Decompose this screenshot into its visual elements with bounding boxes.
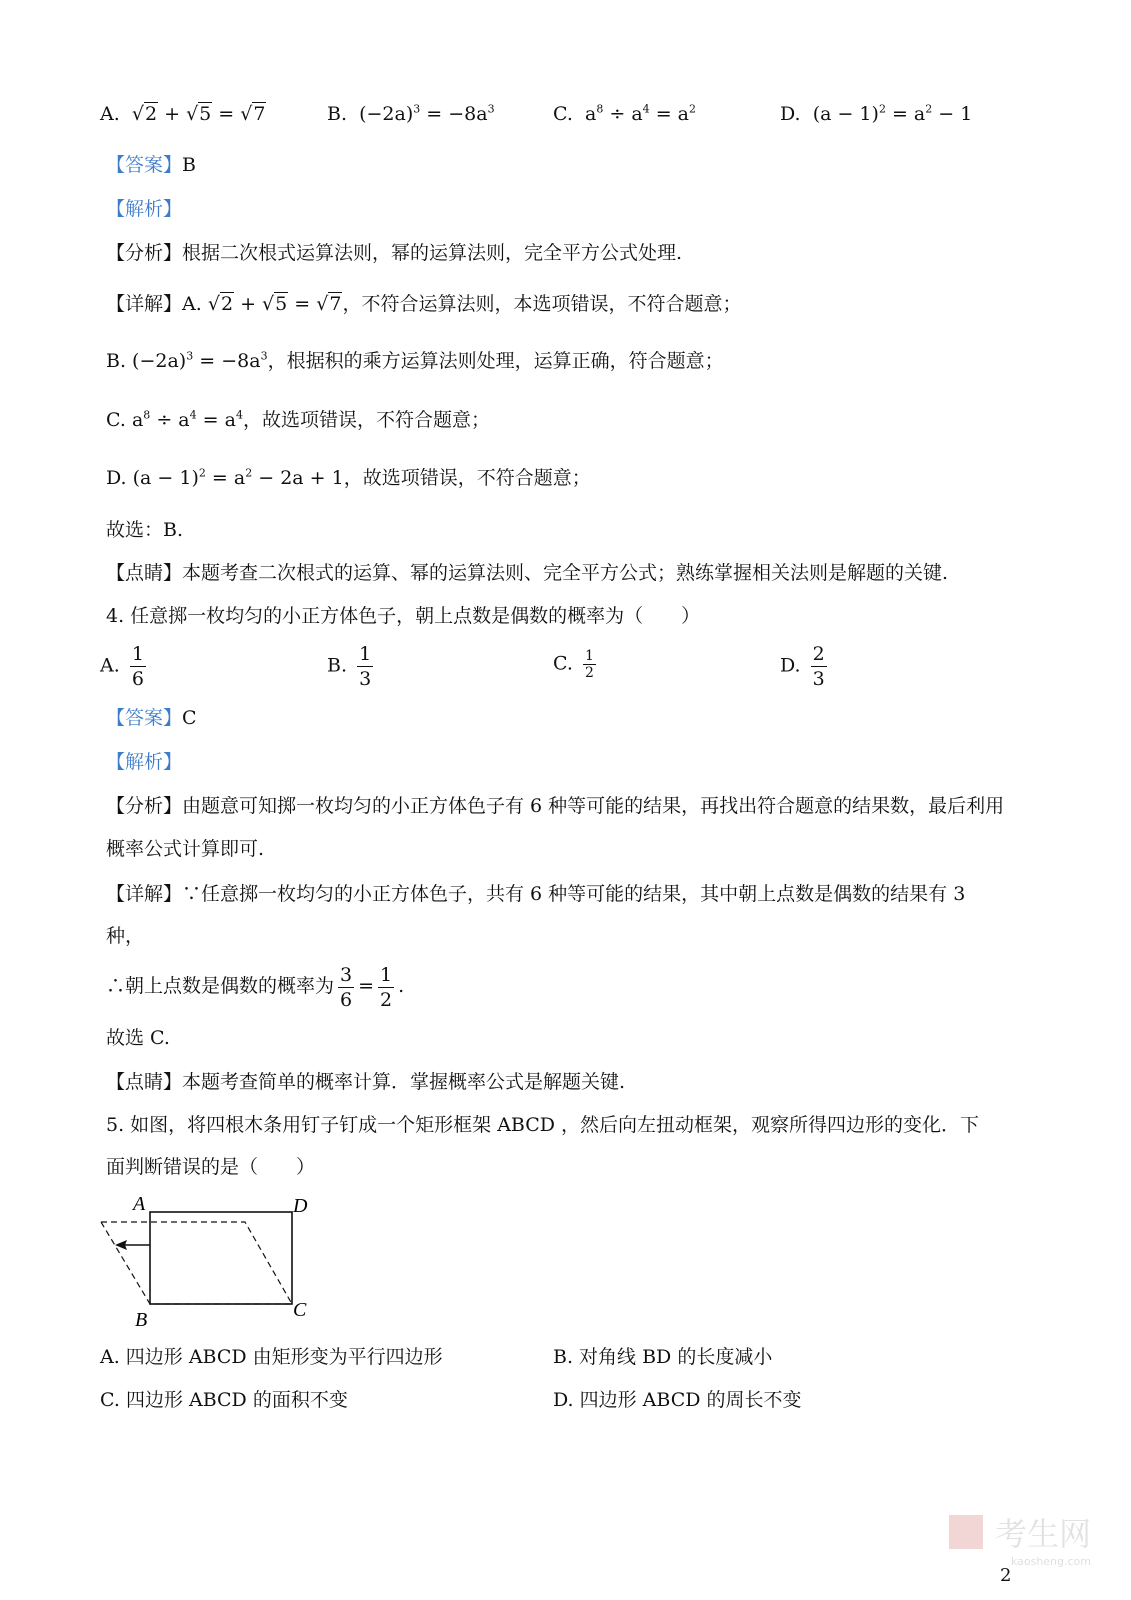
q3-detail-a: 【详解】A. √2 + √5 = √7，不符合运算法则，本选项错误，不符合题意；: [106, 293, 742, 315]
option-label: B.: [327, 654, 348, 677]
watermark-logo: [949, 1509, 1091, 1568]
comment-text: 本题考查二次根式的运算、幂的运算法则、完全平方公式；熟练掌握相关法则是解题的关键.: [182, 562, 949, 584]
detail-b-suffix: ，根据积的乘方运算法则处理，运算正确，符合题意；: [267, 350, 724, 372]
answer-tag: 【答案】: [106, 154, 183, 176]
option-label: C.: [553, 103, 573, 125]
answer-tag: 【答案】: [106, 707, 183, 729]
q5-option-c: C. 四边形 ABCD 的面积不变: [100, 1389, 348, 1411]
label-d: D: [293, 1195, 308, 1217]
option-label: A.: [100, 654, 120, 677]
watermark-url: kaosheng.com: [1010, 1555, 1091, 1568]
q3-option-c: C. $a^8 \div a^4 = a^2$: [553, 102, 696, 125]
detail-tag: 【详解】: [106, 883, 183, 905]
q3-option-a: A. √2 + √5 = √7: [100, 103, 266, 125]
watermark-icon: [949, 1515, 983, 1549]
q4-comment: [106, 1070, 625, 1094]
label-a: A: [133, 1193, 146, 1215]
detail-d-prefix: D.: [106, 467, 127, 489]
answer-value: C: [182, 707, 197, 729]
q3-option-b: B. $(-2a)^3 = -8a^3$: [327, 102, 495, 125]
q5-option-a: A. 四边形 ABCD 由矩形变为平行四边形: [100, 1346, 443, 1368]
q3-option-d: D. $(a - 1)^2 = a^2 - 1$: [780, 102, 973, 125]
q5-option-d: D. 四边形 ABCD 的周长不变: [553, 1389, 802, 1411]
q4-option-d: D. $\frac{2}{3}$: [780, 643, 825, 690]
q5-stem-1: 5. 如图，将四根木条用钉子钉成一个矩形框架 ABCD ，然后向左扭动框架，观察所得四边形的变化．下: [106, 1114, 980, 1136]
label-c: C: [293, 1299, 307, 1321]
q3-fenxi: [106, 241, 682, 265]
comment-tag: 【点睛】: [106, 1071, 183, 1093]
q3-comment: [106, 561, 948, 585]
q4-choose: 故选 C.: [106, 1027, 170, 1049]
fenxi-text: 根据二次根式运算法则，幂的运算法则，完全平方公式处理.: [182, 242, 683, 264]
q3-detail-b: B. $(-2a)^3 = -8a^3$，根据积的乘方运算法则处理，运算正确，符合题意；: [106, 349, 724, 372]
q4-fenxi-2: 概率公式计算即可.: [106, 838, 265, 860]
option-label: C.: [553, 652, 573, 675]
q4-option-b: B. $\frac{1}{3}$: [327, 643, 372, 690]
q5-figure: [95, 1190, 325, 1330]
q3-detail-d: D. $(a - 1)^2 = a^2 - 2a + 1$，故选项错误，不符合题意；: [106, 466, 591, 489]
label-b: B: [135, 1309, 148, 1330]
q4-fenxi-1: [106, 794, 1004, 818]
detail-a-prefix: A.: [182, 293, 202, 315]
comment-tag: 【点睛】: [106, 562, 183, 584]
fenxi-tag: 【分析】: [106, 242, 183, 264]
q3-detail-c: C. $a^8 \div a^4 = a^4$，故选项错误，不符合题意；: [106, 408, 490, 431]
page-number: 2: [1000, 1565, 1012, 1586]
q3-answer: [106, 153, 196, 177]
detail-c-suffix: ，故选项错误，不符合题意；: [242, 409, 490, 431]
q5-stem-2: 面判断错误的是（ ）: [106, 1156, 316, 1178]
answer-value: B: [182, 154, 196, 176]
q4-detail-3: ∴朝上点数是偶数的概率为 $\frac{3}{6}$ = $\frac{1}{2}$ .: [106, 963, 405, 1011]
detail-text: ∴朝上点数是偶数的概率为: [106, 975, 335, 997]
q4-analysis-tag: 【解析】: [106, 751, 183, 773]
option-label: A.: [100, 103, 120, 125]
q4-option-c: C. $\frac{1}{2}$: [553, 648, 594, 681]
q4-answer: [106, 706, 197, 730]
fenxi-tag: 【分析】: [106, 795, 183, 817]
q3-choose: 故选：B.: [106, 519, 184, 541]
fenxi-text: 由题意可知掷一枚均匀的小正方体色子有 6 种等可能的结果，再找出符合题意的结果数，最后利用: [182, 795, 1005, 817]
detail-b-prefix: B.: [106, 350, 127, 372]
q4-option-a: A. $\frac{1}{6}$: [100, 643, 144, 690]
option-label: B.: [327, 103, 348, 125]
rectangle-abcd: [150, 1212, 292, 1304]
detail-a-suffix: ，不符合运算法则，本选项错误，不符合题意；: [342, 293, 742, 315]
q3-analysis-tag: 【解析】: [106, 198, 183, 220]
detail-text: ∵任意掷一枚均匀的小正方体色子，共有 6 种等可能的结果，其中朝上点数是偶数的结果有 3: [182, 883, 966, 905]
option-label: D.: [780, 654, 801, 677]
watermark-text: 考生网: [994, 1515, 1091, 1553]
detail-tag: 【详解】: [106, 293, 183, 315]
q4-stem: 4. 任意掷一枚均匀的小正方体色子，朝上点数是偶数的概率为（ ）: [106, 605, 701, 627]
q4-detail-2: 种，: [106, 925, 145, 947]
detail-c-prefix: C.: [106, 409, 126, 431]
comment-text: 本题考查简单的概率计算．掌握概率公式是解题关键.: [182, 1071, 626, 1093]
detail-d-suffix: ，故选项错误，不符合题意；: [343, 467, 591, 489]
q5-option-b: B. 对角线 BD 的长度减小: [553, 1346, 773, 1368]
parallelogram-dashed: [101, 1222, 292, 1304]
q4-detail-1: [106, 882, 965, 906]
option-label: D.: [780, 103, 801, 125]
